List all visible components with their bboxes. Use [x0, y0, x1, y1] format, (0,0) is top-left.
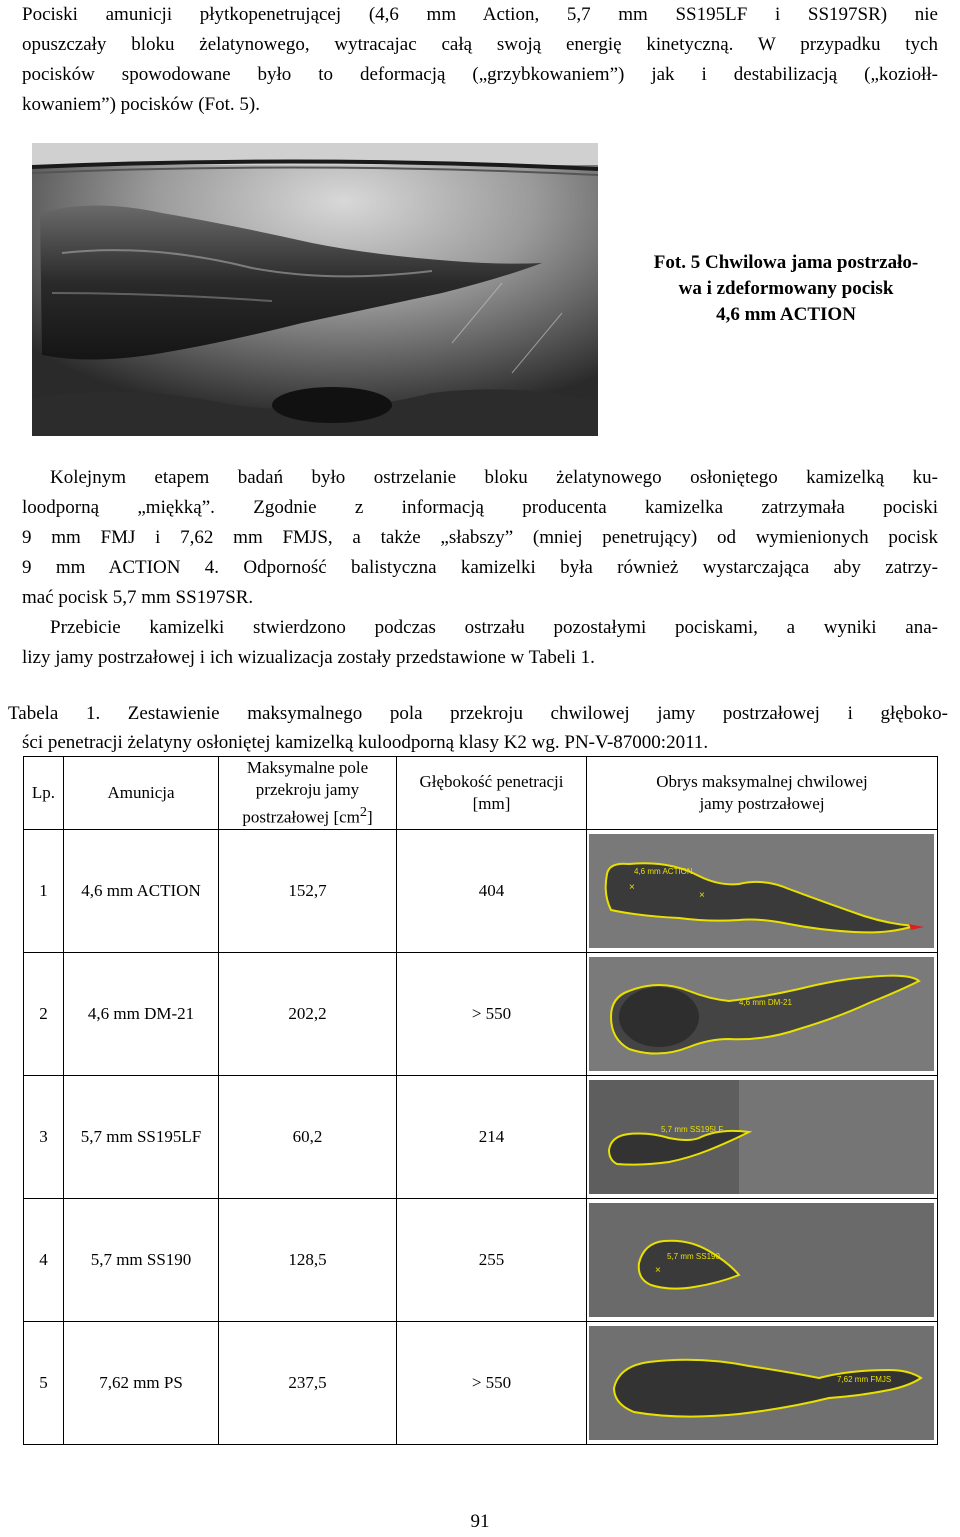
- cell-depth: > 550: [397, 953, 587, 1076]
- figure-caption: [626, 250, 946, 328]
- header-ammo: Amunicja: [64, 757, 219, 830]
- header-area-sup: 2: [359, 804, 367, 821]
- cell-depth: 214: [397, 1076, 587, 1199]
- centroid-marker-icon: ×: [699, 890, 705, 901]
- cell-lp: 4: [24, 1199, 64, 1322]
- cell-lp: 1: [24, 830, 64, 953]
- cavity-outline-image: [589, 957, 934, 1071]
- header-depth-line: [mm]: [472, 794, 511, 813]
- caption-line: 4,6 mm ACTION: [716, 304, 856, 325]
- intro-paragraph: [22, 0, 938, 120]
- text-line: Pociski amunicji płytkopenetrującej (4,6 mm Action, 5,7 mm SS195LF i SS197SR) nie: [22, 4, 938, 25]
- photo-gunshot-cavity: [32, 143, 598, 436]
- cell-cavity-image: [587, 1199, 938, 1322]
- text-line: lizy jamy postrzałowej i ich wizualizacja zostały przedstawione w Tabeli 1.: [22, 647, 595, 668]
- header-area-line: przekroju jamy: [255, 780, 360, 800]
- text-line: opuszczały bloku żelatynowego, wytracajac całą swoją energię kinetyczną. W przypadku tych: [22, 34, 938, 55]
- text-line: Przebicie kamizelki stwierdzono podczas ostrzału pozostałymi pociskami, a wyniki ana-: [50, 617, 938, 638]
- header-outline-line: jamy postrzałowej: [699, 794, 825, 813]
- cell-cavity-image: [587, 1076, 938, 1199]
- header-area-line: postrzałowej [cm: [242, 807, 360, 827]
- table-row: [24, 830, 938, 953]
- centroid-marker-icon: ×: [655, 1265, 661, 1276]
- cell-lp: 5: [24, 1322, 64, 1445]
- text-line: pocisków spowodowane było to deformacją („grzybkowaniem”) jak i destabilizacją („koziołł-: [22, 64, 938, 85]
- header-depth: [397, 757, 587, 830]
- cell-ammo: 5,7 mm SS190: [64, 1199, 219, 1322]
- cell-ammo: 4,6 mm DM-21: [64, 953, 219, 1076]
- cell-depth: 255: [397, 1199, 587, 1322]
- cell-area: 237,5: [219, 1322, 397, 1445]
- text-line: 9 mm ACTION 4. Odporność balistyczna kamizelki była również wystarczająca aby zatrzy-: [22, 557, 938, 578]
- header-depth-line: Głębokość penetracji: [419, 772, 564, 791]
- header-outline-line: Obrys maksymalnej chwilowej: [656, 772, 868, 791]
- cavity-outline-image: [589, 834, 934, 948]
- cell-area: 202,2: [219, 953, 397, 1076]
- table-caption-line: ści penetracji żelatyny osłoniętej kamizelką kuloodporną klasy K2 wg. PN-V-87000:2011.: [22, 732, 709, 753]
- cavity-label: 4,6 mm DM-21: [739, 998, 792, 1007]
- text-line: 9 mm FMJ i 7,62 mm FMJS, a także „słabszy” (mniej penetrujący) od wymienionych pocisk: [22, 527, 938, 548]
- cavity-label: 5,7 mm SS195LF: [661, 1125, 724, 1134]
- cavity-label: 5,7 mm SS190: [667, 1252, 720, 1261]
- page-number: 91: [470, 1511, 490, 1532]
- header-area: [219, 757, 397, 830]
- results-table: [23, 756, 938, 1445]
- cavity-outline-image: [589, 1326, 934, 1440]
- text-line: Kolejnym etapem badań było ostrzelanie bloku żelatynowego osłoniętego kamizelką ku-: [50, 467, 938, 488]
- header-lp: Lp.: [24, 757, 64, 830]
- cell-depth: > 550: [397, 1322, 587, 1445]
- cell-lp: 3: [24, 1076, 64, 1199]
- table-row: [24, 1076, 938, 1199]
- centroid-marker-icon: ×: [629, 882, 635, 893]
- cell-lp: 2: [24, 953, 64, 1076]
- caption-line: wa i zdeformowany pocisk: [678, 278, 894, 299]
- body-paragraph: [22, 463, 938, 673]
- text-line: loodporną „miękką”. Zgodnie z informacją producenta kamizelka zatrzymała pociski: [22, 497, 938, 518]
- cavity-label: 4,6 mm ACTION: [634, 867, 693, 876]
- header-outline: [587, 757, 938, 830]
- cavity-label: 7,62 mm FMJS: [837, 1375, 892, 1384]
- table-row: [24, 953, 938, 1076]
- cell-cavity-image: [587, 953, 938, 1076]
- cell-cavity-image: [587, 1322, 938, 1445]
- cell-area: 60,2: [219, 1076, 397, 1199]
- cell-ammo: 5,7 mm SS195LF: [64, 1076, 219, 1199]
- table-row: [24, 1199, 938, 1322]
- cell-ammo: 7,62 mm PS: [64, 1322, 219, 1445]
- cell-ammo: 4,6 mm ACTION: [64, 830, 219, 953]
- cell-area: 128,5: [219, 1199, 397, 1322]
- text-line: mać pocisk 5,7 mm SS197SR.: [22, 587, 254, 608]
- caption-line: Fot. 5 Chwilowa jama postrzało-: [653, 252, 919, 273]
- cell-depth: 404: [397, 830, 587, 953]
- cell-area: 152,7: [219, 830, 397, 953]
- table-row: [24, 1322, 938, 1445]
- text-line: kowaniem”) pocisków (Fot. 5).: [22, 94, 260, 115]
- cavity-outline-image: [589, 1203, 934, 1317]
- table-caption-line: Tabela 1. Zestawienie maksymalnego pola przekroju chwilowej jamy postrzałowej i głęboko-: [8, 703, 948, 724]
- table-header-row: [24, 757, 938, 830]
- table-caption: [8, 699, 948, 757]
- header-area-line: Maksymalne pole: [246, 758, 369, 778]
- header-area-close: ]: [366, 807, 373, 827]
- cavity-outline-image: [589, 1080, 934, 1194]
- cell-cavity-image: [587, 830, 938, 953]
